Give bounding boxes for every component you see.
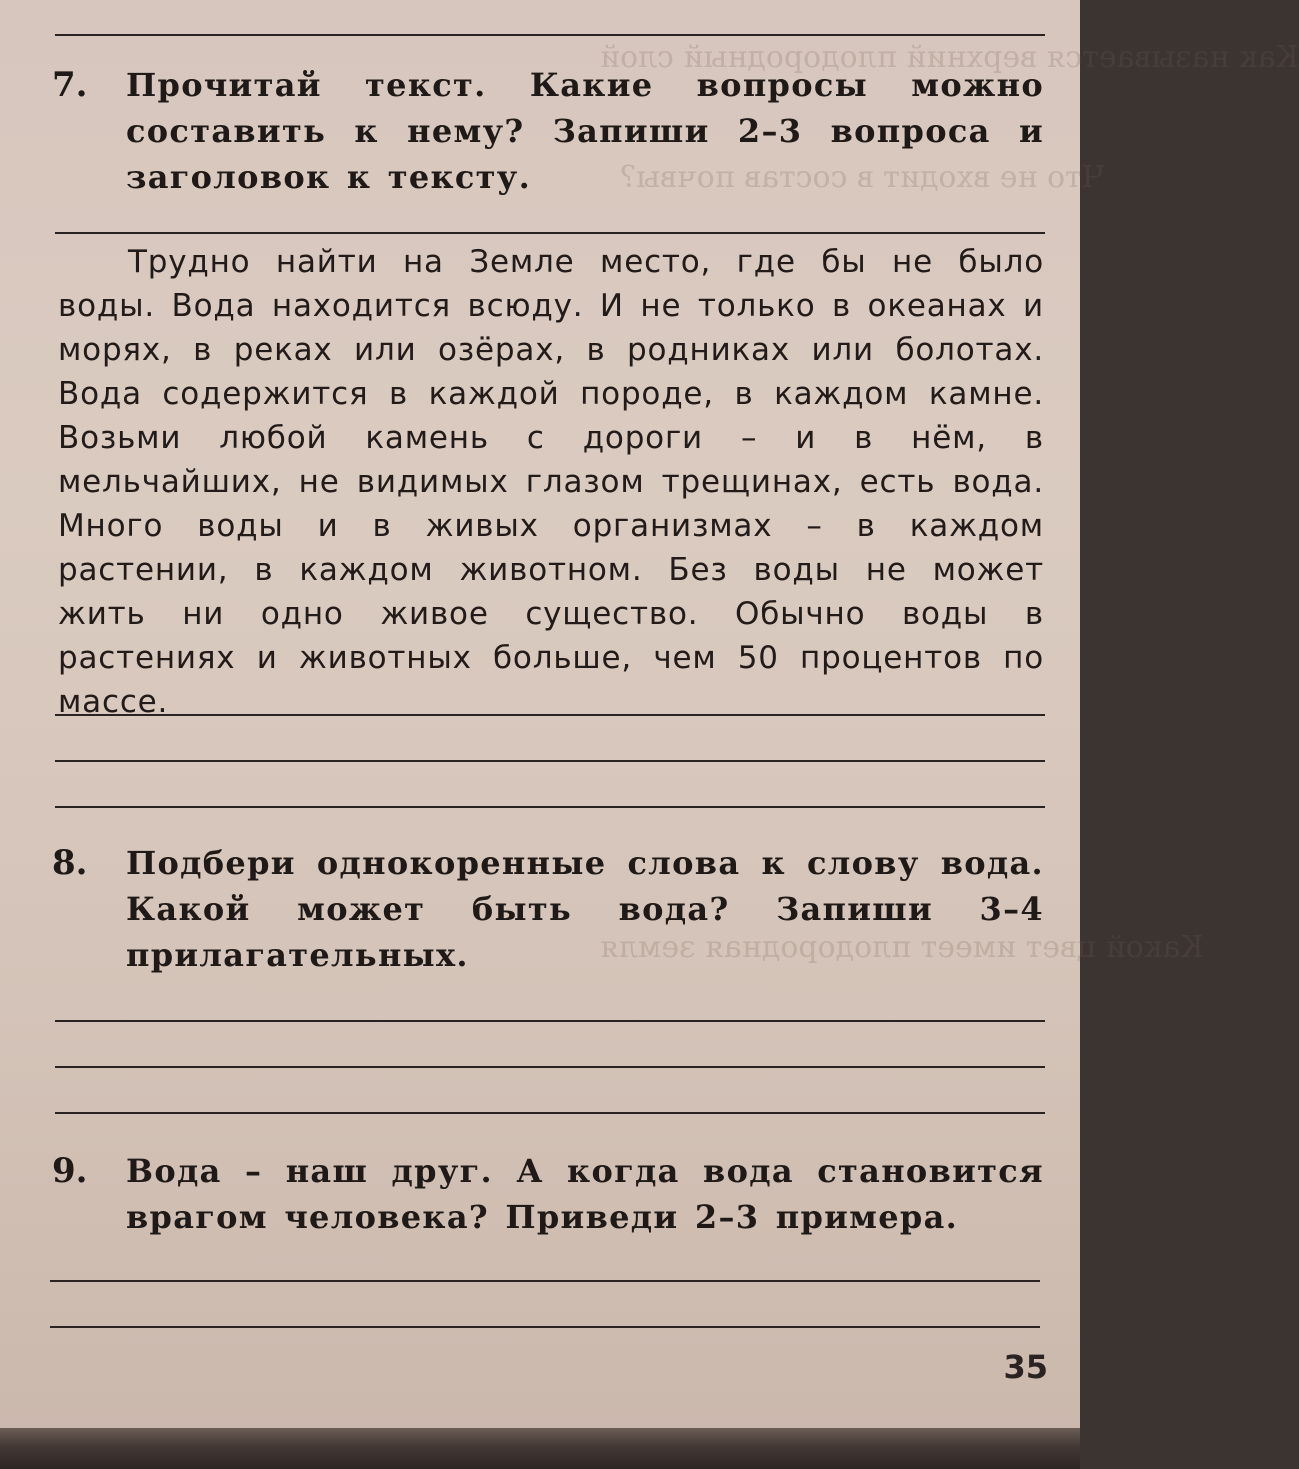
bleed-through-text: Какой цвет имеет плодородная земля: [600, 930, 1204, 965]
answer-line[interactable]: [50, 1280, 1040, 1282]
task-9-number: 9.: [52, 1151, 88, 1191]
task-8-keyword: вода: [940, 844, 1032, 882]
answer-line[interactable]: [55, 1112, 1045, 1114]
page-number: 35: [1003, 1348, 1048, 1386]
task-8-prompt-end: . Какой может быть вода? Запиши 3–4 прилагательных.: [126, 844, 1044, 974]
task-7-prompt: Прочитай текст. Какие вопросы можно составить к нему? Запиши 2–3 вопроса и заголовок к тексту.: [126, 66, 1044, 196]
answer-line[interactable]: [55, 760, 1045, 762]
task-7-separator: [55, 232, 1045, 234]
reading-text: Трудно найти на Земле место, где бы не было воды. Вода находится всюду. И не только в океанах и морях, в реках или озёрах, в родниках или болотах. Вода содержится в каждой породе, в каждом камне. Возьми любой камень с дороги – и в нём, в мельчайших, не видимых глазом трещинах, есть вода. Много воды и в живых организмах – в каждом растении, в каждом животном. Без воды не может жить ни одно живое существо. Обычно воды в растениях и животных больше, чем 50 процентов по массе.: [58, 244, 1044, 720]
task-8-prompt: [126, 840, 1044, 978]
bleed-through-text: Как называется верхний плодородный слой: [600, 40, 1299, 75]
answer-line[interactable]: [55, 1020, 1045, 1022]
task-8-number: 8.: [52, 843, 88, 883]
task-9-prompt: Вода – наш друг. А когда вода становится врагом человека? Приведи 2–3 примера.: [126, 1152, 1044, 1236]
answer-line[interactable]: [55, 1066, 1045, 1068]
task-8-prompt-start: Подбери однокоренные слова к слову: [126, 844, 941, 882]
answer-line[interactable]: [50, 1326, 1040, 1328]
top-rule: [55, 34, 1045, 36]
answer-line[interactable]: [55, 806, 1045, 808]
answer-line[interactable]: [55, 714, 1045, 716]
bleed-through-text: Что не входит в состав почвы?: [620, 160, 1105, 195]
task-7-number: 7.: [52, 65, 88, 105]
page-edge-shadow: [0, 1428, 1080, 1469]
